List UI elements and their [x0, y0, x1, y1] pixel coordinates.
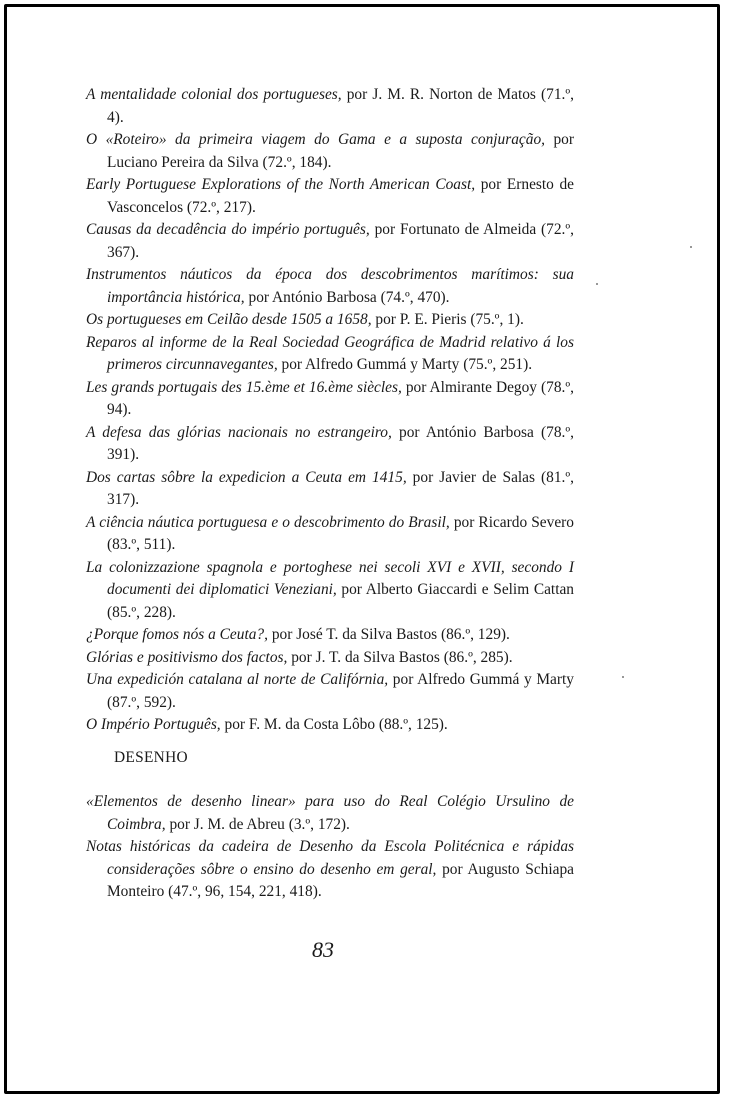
page-number: 83: [312, 937, 334, 962]
bibliography-entry: [86, 557, 574, 625]
bibliography-entry: [86, 467, 574, 512]
entry-title: Glórias e positivismo dos factos,: [86, 648, 288, 666]
bibliography-entry: [86, 647, 574, 670]
entry-details: por J. M. de Abreu (3.º, 172).: [165, 815, 350, 833]
bibliography-entry: [86, 377, 574, 422]
entry-title: O Império Português,: [86, 716, 221, 733]
entry-title: O «Roteiro» da primeira viagem do Gama e a suposta conjuração,: [86, 131, 546, 148]
entry-details: por António Barbosa (78.º, 391).: [107, 423, 574, 463]
entry-title: Instrumentos náuticos da época dos descobrimentos marítimos: sua importância histórica,: [86, 266, 574, 306]
entry-details: por Augusto Schiapa Monteiro (47.º, 96, 154, 221, 418).: [107, 860, 575, 900]
entry-details: por Almirante Degoy (78.º, 94).: [107, 378, 575, 418]
entry-title: A defesa das glórias nacionais no estrangeiro,: [86, 423, 392, 441]
entry-title: A ciência náutica portuguesa e o descobrimento do Brasil,: [86, 513, 450, 531]
paper-speck: [690, 246, 692, 248]
entry-details: por Luciano Pereira da Silva (72.º, 184).: [107, 131, 574, 171]
bibliography-entry: [86, 791, 574, 836]
entry-details: por J. T. da Silva Bastos (86.º, 285).: [287, 648, 513, 666]
entry-details: por Alfredo Gummá y Marty (87.º, 592).: [107, 671, 574, 711]
entry-details: por J. M. R. Norton de Matos (71.º, 4).: [107, 86, 574, 126]
entry-title: Causas da decadência do império português,: [86, 221, 370, 238]
entry-title: Dos cartas sôbre la expedicion a Ceuta em 1415,: [86, 468, 407, 486]
entry-details: por P. E. Pieris (75.º, 1).: [371, 311, 524, 328]
paper-speck: [622, 676, 624, 678]
bibliography-entry: [86, 669, 574, 714]
entry-details: por F. M. da Costa Lôbo (88.º, 125).: [220, 716, 448, 733]
entry-title: Les grands portugais des 15.ème et 16.ème siècles,: [86, 378, 402, 396]
bibliography-entry: [86, 422, 574, 467]
entry-title: La colonizzazione spagnola e portoghese nei secoli XVI e XVII, secondo I documenti dei diplomatici Veneziani,: [86, 558, 574, 598]
bibliography-entry: [86, 264, 574, 309]
bibliography-entry: [86, 512, 574, 557]
entry-title: Early Portuguese Explorations of the North American Coast,: [86, 176, 476, 193]
entry-title: Una expedición catalana al norte de Califórnia,: [86, 671, 389, 688]
bibliography-entry: [86, 836, 574, 904]
bibliography-entry: [86, 309, 574, 332]
entry-details: por Ricardo Severo (83.º, 511).: [107, 513, 574, 553]
entry-details: por Alfredo Gummá y Marty (75.º, 251).: [277, 356, 533, 373]
bibliography-entry: [86, 84, 574, 129]
entries-list-history: [86, 84, 574, 737]
bibliography-entry: [86, 219, 574, 264]
entry-title: A mentalidade colonial dos portugueses,: [86, 86, 342, 103]
entry-details: por José T. da Silva Bastos (86.º, 129).: [267, 626, 510, 643]
bibliography-entry: [86, 624, 574, 647]
entry-details: por Alberto Giaccardi e Selim Cattan (85.º, 228).: [107, 581, 574, 621]
entry-title: Notas históricas da cadeira de Desenho da Escola Politécnica e rápidas considerações sôbre o ensino do desenho em geral,: [86, 838, 574, 878]
section-heading-desenho: DESENHO: [114, 748, 188, 766]
entry-details: por Javier de Salas (81.º, 317).: [107, 468, 574, 508]
entry-title: Os portugueses em Ceilão desde 1505 a 1658,: [86, 311, 372, 328]
bibliography-entry: [86, 174, 574, 219]
entry-details: por António Barbosa (74.º, 470).: [244, 288, 450, 306]
bibliography-entry: [86, 714, 574, 737]
paper-speck: [596, 283, 598, 285]
entry-title: Reparos al informe de la Real Sociedad Geográfica de Madrid relativo á los primeros circunnavegantes,: [86, 333, 574, 373]
entry-details: por Fortunato de Almeida (72.º, 367).: [107, 221, 575, 261]
bibliography-entry: [86, 129, 574, 174]
entry-details: por Ernesto de Vasconcelos (72.º, 217).: [107, 176, 574, 216]
entry-title: ¿Porque fomos nós a Ceuta?,: [86, 626, 268, 643]
bibliography-entry: [86, 332, 574, 377]
bibliography-content: [86, 84, 574, 904]
entry-title: «Elementos de desenho linear» para uso do Real Colégio Ursulino de Coimbra,: [86, 793, 574, 833]
entries-list-drawing: [86, 791, 574, 904]
